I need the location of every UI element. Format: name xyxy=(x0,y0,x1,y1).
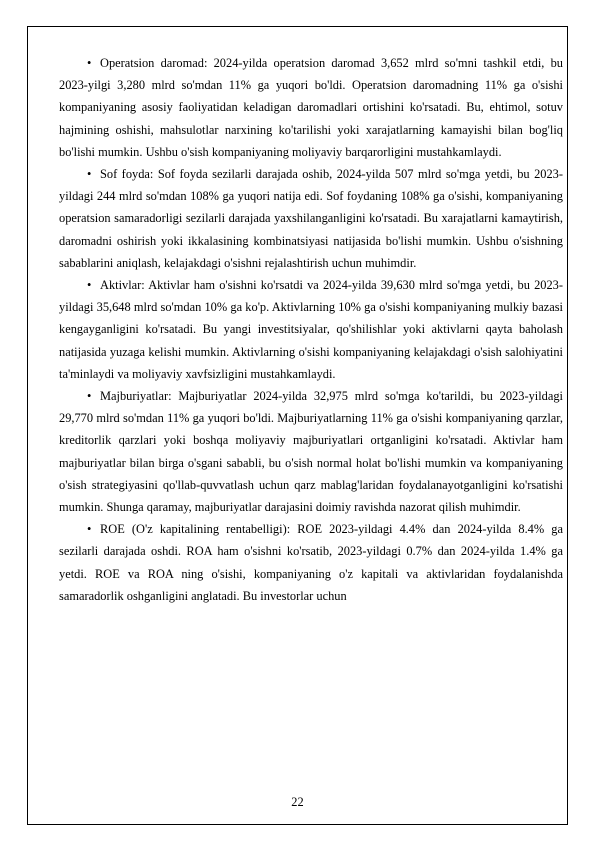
bullet: • xyxy=(87,389,92,404)
paragraph-text: Majburiyatlar: Majburiyatlar 2024-yilda 32,975 mlrd so'mga ko'tarildi, bu 2023-yildagi 29,770 mlrd so'mdan 11% ga yuqori bo'ldi. Majburiyatlarning 11% ga o'sishi kompaniyaning qarzlar, kreditorlik qarzlari yoki boshqa moliyaviy majburiyatlari ortganligini ko'rsatadi. Aktivlar ham majburiyatlar bilan birga o'sgani sababli, bu o'sish normal holat bo'lishi mumkin va kompaniyaning o'sish strategiyasini qo'llab-quvvatlash uchun qarz mablag'laridan foydalanayotganligini ko'rsatishi mumkin. Shunga qaramay, majburiyatlar darajasini doimiy ravishda nazorat qilish muhimdir. xyxy=(59,389,563,515)
paragraph-assets xyxy=(59,274,563,385)
paragraph-roe xyxy=(59,518,563,607)
bullet: • xyxy=(87,278,92,293)
bullet: • xyxy=(87,522,92,537)
paragraph-text: Aktivlar: Aktivlar ham o'sishni ko'rsatdi va 2024-yilda 39,630 mlrd so'mga yetdi, bu 2023-yildagi 35,648 mlrd so'mdan 10% ga ko'p. Aktivlarning 10% ga o'sishi kompaniyaning mulkiy bazasi kengayganligini ko'rsatadi. Bu yangi investitsiyalar, qo'shilishlar yoki aktivlarni qayta baholash natijasida yuzaga kelishi mumkin. Aktivlarning o'sishi kompaniyaning kelajakdagi o'sish salohiyatini ta'minlaydi va moliyaviy xavfsizligini mustahkamlaydi. xyxy=(59,278,563,381)
paragraph-operating-income xyxy=(59,52,563,163)
paragraph-net-profit xyxy=(59,163,563,274)
document-body xyxy=(59,52,563,607)
bullet: • xyxy=(87,167,92,182)
paragraph-text: Sof foyda: Sof foyda sezilarli darajada oshib, 2024-yilda 507 mlrd so'mga yetdi, bu 2023-yildagi 244 mlrd so'mdan 108% ga yuqori natija edi. Sof foydaning 108% ga o'sishi, kompaniyaning operatsion samaradorligi sezilarli darajada yaxshilanganligini ko'rsatadi. Bu xarajatlarni kamaytirish, daromadni oshirish yoki ikkalasining kombinatsiyasi natijasida bo'lishi mumkin. Ushbu o'sishning sabablarini aniqlash, kelajakdagi o'sishni rejalashtirish uchun muhimdir. xyxy=(59,167,563,270)
paragraph-liabilities xyxy=(59,385,563,518)
page-number: 22 xyxy=(291,795,304,809)
paragraph-text: ROE (O'z kapitalining rentabelligi): ROE 2023-yildagi 4.4% dan 2024-yilda 8.4% ga sezilarli darajada oshdi. ROA ham o'sishni ko'rsatib, 2023-yildagi 0.7% dan 2024-yilda 1.4% ga yetdi. ROE va ROA ning o'sishi, kompaniyaning o'z kapitali va aktivlaridan foydalanishda samaradorlik oshganligini anglatadi. Bu investorlar uchun xyxy=(59,522,563,603)
bullet: • xyxy=(87,56,92,70)
paragraph-text: Operatsion daromad: 2024-yilda operatsion daromad 3,652 mlrd so'mni tashkil etdi, bu 2023-yilgi 3,280 mlrd so'mdan 11% ga yuqori bo'ldi. Operatsion daromadning 11% ga o'sishi kompaniyaning asosiy faoliyatidan keladigan daromadlari ortishini ko'rsatadi. Bu, ehtimol, sotuv hajmining oshishi, mahsulotlar narxining ko'tarilishi yoki xarajatlarning kamayishi bilan bog'liq bo'lishi mumkin. Ushbu o'sish kompaniyaning moliyaviy barqarorligini mustahkamlaydi. xyxy=(59,56,563,159)
